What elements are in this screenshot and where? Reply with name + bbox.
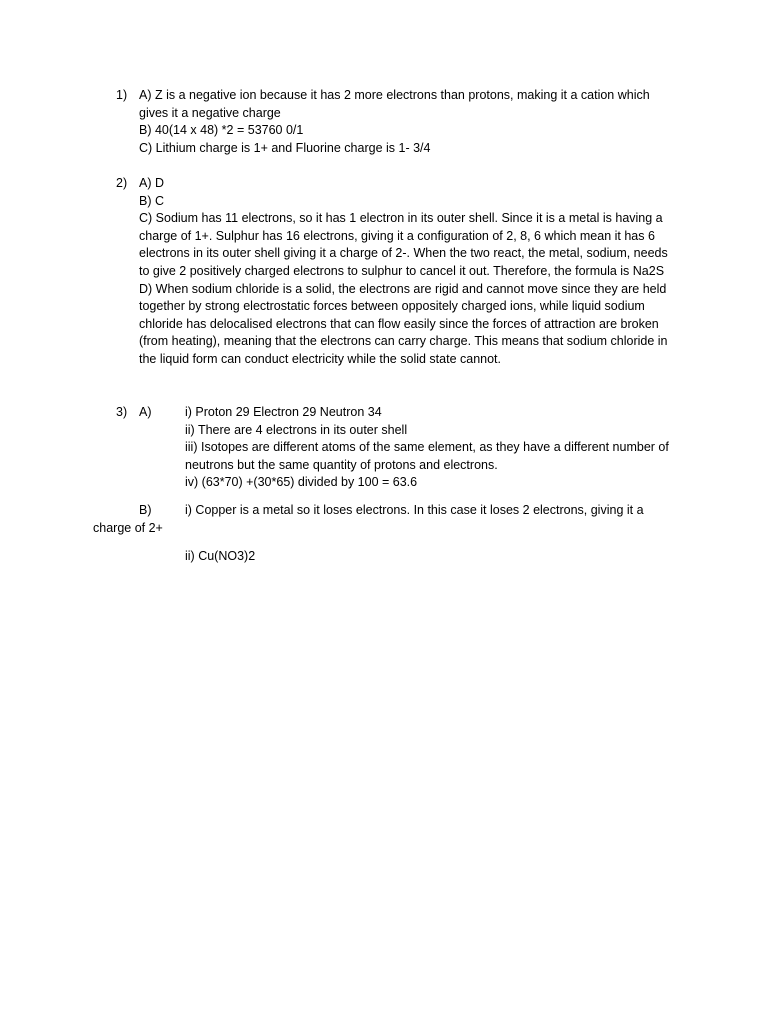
- answer-1b: B) 40(14 x 48) *2 = 53760 0/1: [139, 123, 304, 138]
- question-3a-label: A): [139, 405, 152, 419]
- answer-3a-ii: ii) There are 4 electrons in its outer shell: [185, 422, 408, 437]
- question-3a-answers: [185, 404, 675, 492]
- answer-2a: A) D: [139, 176, 164, 190]
- answer-2b: B) C: [139, 193, 164, 208]
- answer-3b-i: i) Copper is a metal so it loses electrons. In this case it loses 2 electrons, giving it a: [185, 503, 644, 517]
- question-3b-label: B): [139, 503, 152, 517]
- answer-3a-i: i) Proton 29 Electron 29 Neutron 34: [185, 405, 382, 419]
- answer-2c: C) Sodium has 11 electrons, so it has 1 electron in its outer shell. Since it is a metal is having a charge of 1+. Sulphur has 16 electrons, giving it a configuration of 2, 8, 6 which mean it has 6 electrons in its outer shell giving it a charge of 2-. When the two react, the metal, sodium, needs to give 2 positively charged electrons to sulphur to cancel it out. Therefore, the formula is Na2S: [139, 211, 668, 278]
- answer-2d: D) When sodium chloride is a solid, the electrons are rigid and cannot move since they are held together by strong electrostatic forces between oppositely charged ions, while liquid sodium chloride has delocalised electrons that can flow easily since the forces of attraction are broken (from heating), meaning that the electrons can carry charge. This means that sodium chloride in the liquid form can conduct electricity while the solid state cannot.: [139, 281, 668, 366]
- question-3-number: 3): [116, 405, 128, 419]
- answer-3a-iii: iii) Isotopes are different atoms of the same element, as they have a different number of neutrons but the same quantity of protons and electrons.: [185, 440, 669, 472]
- question-2-number: 2): [116, 176, 128, 190]
- answer-3b-ii: ii) Cu(NO3)2: [185, 549, 256, 563]
- question-1-answers: [139, 87, 679, 157]
- answer-3b-i-continued: charge of 2+: [93, 521, 163, 535]
- answer-3a-iv: iv) (63*70) +(30*65) divided by 100 = 63.6: [185, 475, 418, 490]
- answer-1a: A) Z is a negative ion because it has 2 more electrons than protons, making it a cation which: [139, 88, 650, 102]
- answer-1a-continued: gives it a negative charge: [139, 105, 281, 120]
- answer-1c: C) Lithium charge is 1+ and Fluorine charge is 1- 3/4: [139, 140, 431, 155]
- question-2-answers: [139, 175, 679, 369]
- question-1-number: 1): [116, 88, 128, 102]
